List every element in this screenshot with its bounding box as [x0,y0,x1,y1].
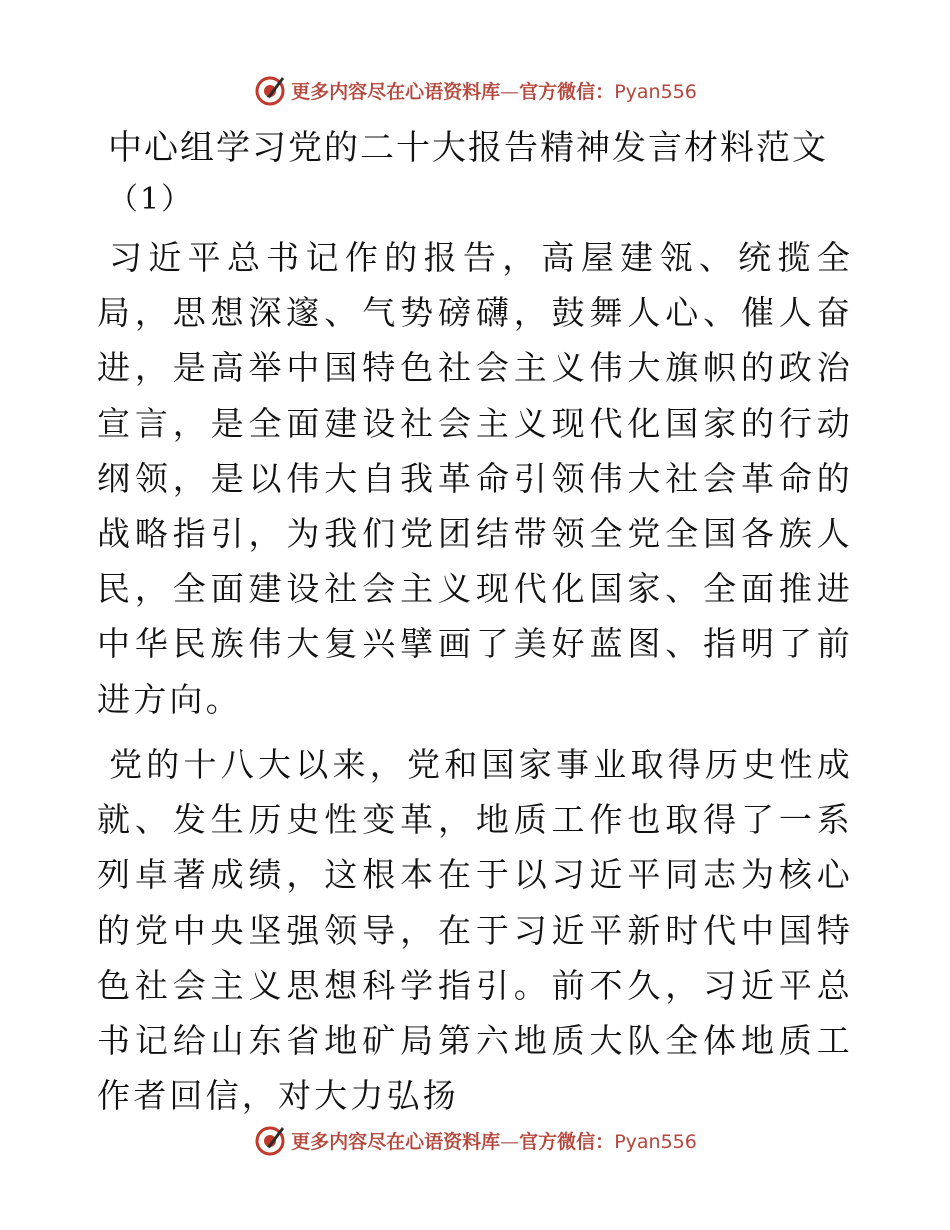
quill-seal-icon [253,1123,287,1157]
title-text: 中心组学习党的二十大报告精神发言材料范文 [108,128,828,168]
watermark-banner-bottom [0,1120,950,1160]
watermark-text: 更多内容尽在心语资料库—官方微信：Pyan556 [291,80,697,103]
quill-seal-icon [253,73,287,107]
paragraph-1: 习近平总书记作的报告，高屋建瓴、统揽全局，思想深邃、气势磅礴，鼓舞人心、催人奋进，是高举中国特色社会主义伟大旗帜的政治宣言，是全面建设社会主义现代化国家的行动纲领，是以伟大自我革命引领伟大社会革命的战略指引，为我们党团结带领全党全国各族人民，全面建设社会主义现代化国家、全面推进中华民族伟大复兴擘画了美好蓝图、指明了前进方向。 [97,238,853,719]
paragraph-2: 党的十八大以来，党和国家事业取得历史性成就、发生历史性变革，地质工作也取得了一系列卓著成绩，这根本在于以习近平同志为核心的党中央坚强领导，在于习近平新时代中国特色社会主义思想科学指引。前不久，习近平总书记给山东省地矿局第六地质大队全体地质工作者回信，对大力弘扬 [97,745,853,1116]
document-title [108,122,868,226]
watermark-banner-top [0,70,950,110]
watermark-text: 更多内容尽在心语资料库—官方微信：Pyan556 [291,1130,697,1153]
title-number: （1） [108,182,194,217]
